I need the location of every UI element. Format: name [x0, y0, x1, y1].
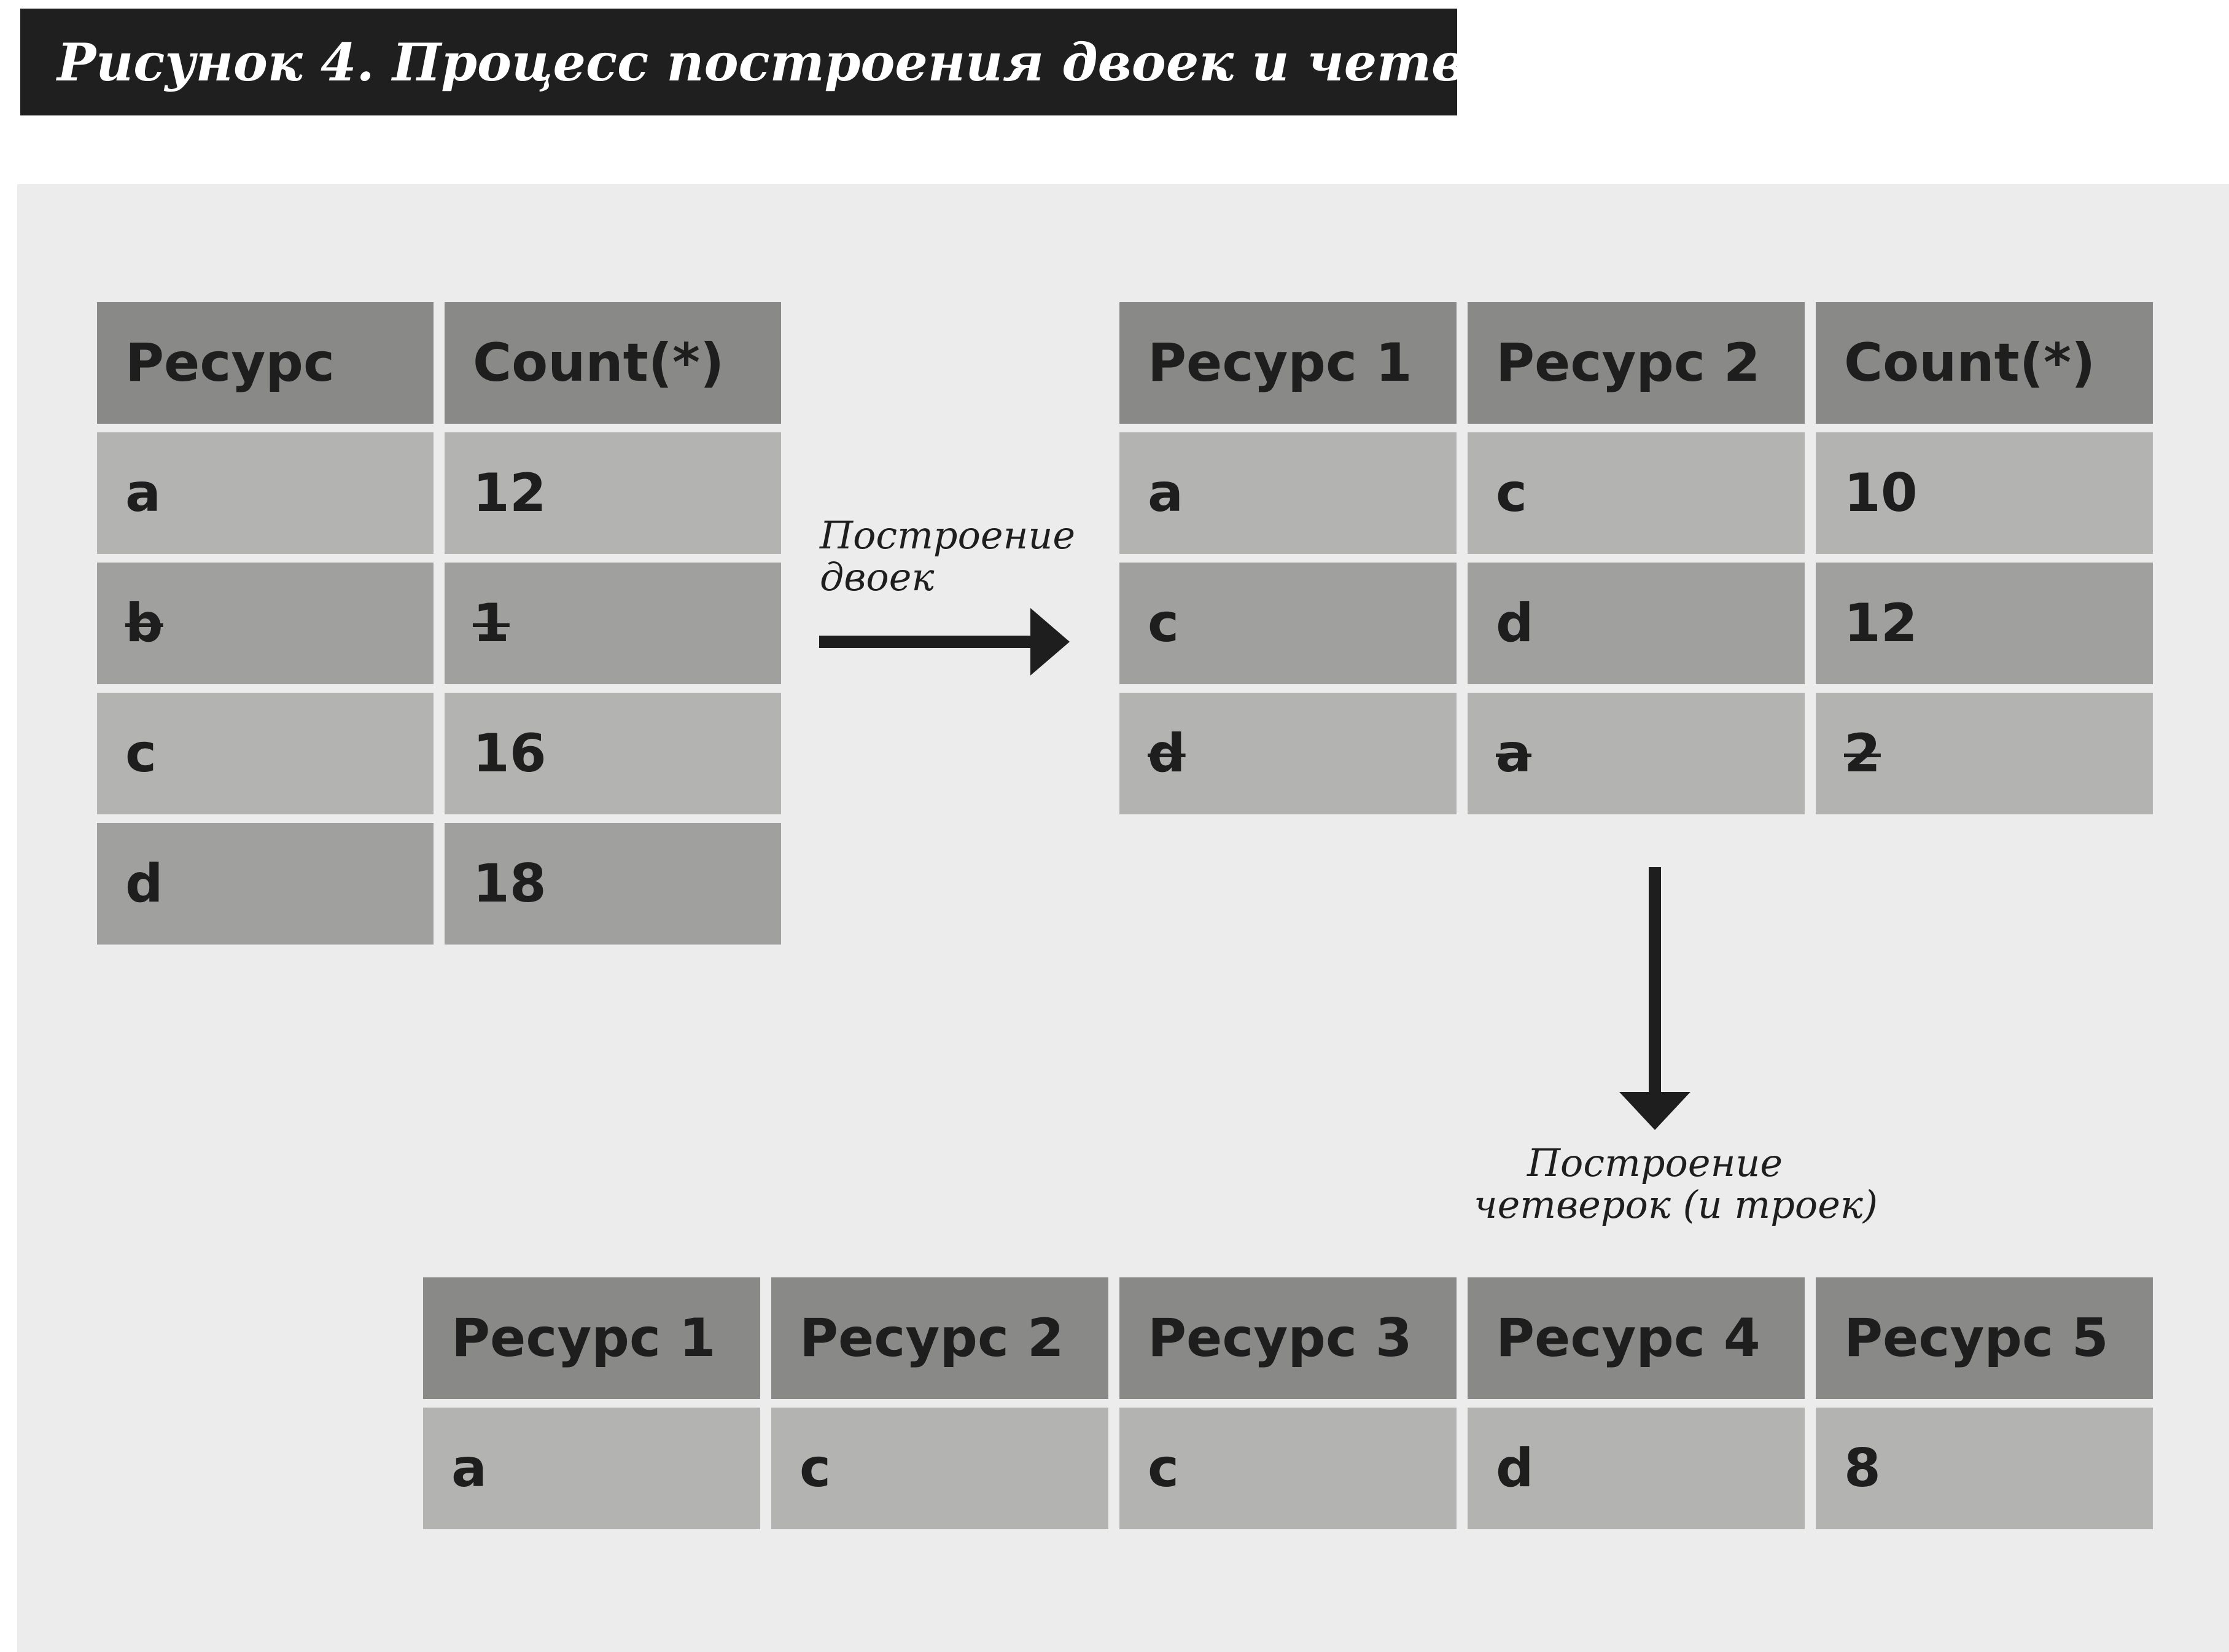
table-cell: [97, 432, 434, 554]
column-header: [771, 1277, 1108, 1399]
cell-value: a: [1496, 723, 1532, 784]
cell-value: 18: [473, 853, 547, 914]
cell-value: 1: [473, 593, 510, 654]
cell-value: d: [1496, 593, 1534, 654]
cell-value: a: [125, 462, 161, 524]
column-header-label: Ресурс 3: [1148, 1307, 1412, 1369]
table-cell: [1119, 1408, 1457, 1529]
cell-value: 12: [1844, 593, 1918, 654]
cell-value: 10: [1844, 462, 1918, 524]
pairs-caption-line: Построение: [820, 513, 1076, 558]
column-header: [97, 302, 434, 424]
table-cell: [1468, 432, 1805, 554]
column-header: [1816, 302, 2153, 424]
table-cell-struck: [1468, 693, 1805, 814]
table-pairs: [1119, 302, 2153, 814]
column-header-label: Ресурс 1: [1148, 332, 1412, 394]
column-header-label: Ресурс 4: [1496, 1307, 1760, 1369]
column-header-label: Count(*): [1844, 332, 2096, 394]
table-cell: [445, 823, 781, 945]
table-cell: [1816, 563, 2153, 684]
column-header-label: Ресурс 2: [1496, 332, 1760, 394]
table-cell-struck: [445, 563, 781, 684]
table-cell-struck: [97, 563, 434, 684]
quads-caption-line: Построение: [1527, 1140, 1783, 1185]
quads-arrow-caption: [1474, 1140, 1878, 1227]
pairs-caption-line: двоек: [820, 555, 935, 599]
column-header-label: Count(*): [473, 332, 725, 394]
column-header: [423, 1277, 760, 1399]
cell-value: d: [1496, 1438, 1534, 1499]
cell-value: 12: [473, 462, 547, 524]
table-cell: [423, 1408, 760, 1529]
table-cell-struck: [1119, 693, 1457, 814]
cell-value: 8: [1844, 1438, 1881, 1499]
column-header-label: Ресурс 1: [451, 1307, 716, 1369]
cell-value: a: [451, 1438, 488, 1499]
table-cell: [771, 1408, 1108, 1529]
column-header-label: Ресурс: [125, 332, 335, 394]
cell-value: c: [799, 1438, 831, 1499]
figure-title: Рисунок 4. Процесс построения двоек и четверок: [57, 31, 1604, 93]
table-quads: [423, 1277, 2153, 1529]
table-cell: [97, 823, 434, 945]
down-arrow-icon: [1615, 866, 1695, 1136]
column-header-label: Ресурс 2: [799, 1307, 1064, 1369]
figure-title-banner: [20, 9, 1604, 115]
table-cell: [1119, 432, 1457, 554]
column-header: [1468, 1277, 1805, 1399]
cell-value: c: [1496, 462, 1527, 524]
cell-value: c: [125, 723, 157, 784]
table-cell: [445, 432, 781, 554]
table-cell: [1816, 432, 2153, 554]
cell-value: a: [1148, 462, 1184, 524]
column-header: [1119, 1277, 1457, 1399]
pairs-arrow-caption: [820, 515, 1075, 598]
table-singles: [97, 302, 781, 945]
table-cell: [97, 693, 434, 814]
table-cell: [445, 693, 781, 814]
cell-value: c: [1148, 593, 1179, 654]
table-cell-struck: [1816, 693, 2153, 814]
table-cell: [1119, 563, 1457, 684]
table-cell: [1468, 1408, 1805, 1529]
cell-value: b: [125, 593, 163, 654]
table-cell: [1816, 1408, 2153, 1529]
cell-value: c: [1148, 1438, 1179, 1499]
right-arrow-icon: [817, 605, 1075, 679]
quads-caption-line: четверок (и троек): [1474, 1182, 1878, 1227]
column-header: [1816, 1277, 2153, 1399]
column-header: [445, 302, 781, 424]
column-header-label: Ресурс 5: [1844, 1307, 2109, 1369]
cell-value: d: [1148, 723, 1186, 784]
column-header: [1468, 302, 1805, 424]
cell-value: 2: [1844, 723, 1881, 784]
column-header: [1119, 302, 1457, 424]
cell-value: 16: [473, 723, 547, 784]
table-cell: [1468, 563, 1805, 684]
cell-value: d: [125, 853, 163, 914]
